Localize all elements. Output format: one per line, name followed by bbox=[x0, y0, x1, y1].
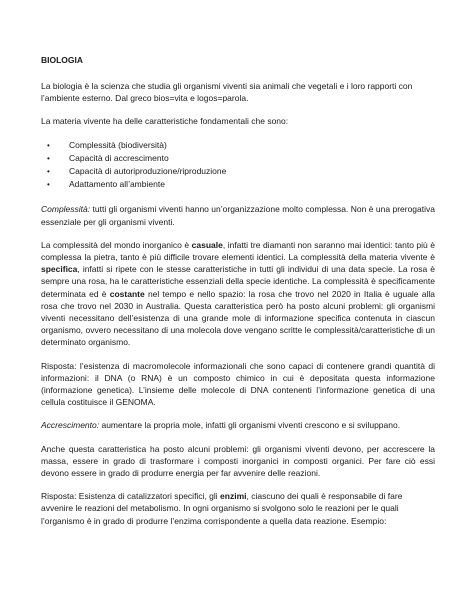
keyword-casuale: casuale bbox=[191, 239, 223, 250]
inorganico-text-1: La complessità del mondo inorganico è bbox=[41, 239, 192, 250]
complessita-paragraph bbox=[41, 203, 435, 227]
complessita-text: tutti gli organismi viventi hanno un’organizzazione molto complessa. Non è una prerogativa essenziale per gli organismi viventi. bbox=[41, 204, 435, 227]
intro-paragraph: La biologia è la scienza che studia gli organismi viventi sia animali che vegetali e i loro rapporti con l’ambiente esterno. Dal greco bios=vita e logos=parola. bbox=[41, 81, 413, 104]
bullet-icon: • bbox=[47, 167, 50, 177]
list-item-text: Complessità (biodiversità) bbox=[69, 139, 167, 150]
bullet-icon: • bbox=[47, 153, 50, 163]
list-item-text: Capacità di autoriproduzione/riproduzione bbox=[69, 166, 227, 177]
keyword-costante: costante bbox=[109, 288, 145, 299]
document-title: BIOLOGIA bbox=[41, 55, 84, 65]
list-item bbox=[41, 165, 435, 178]
inorganico-text-4: nel tempo e nello spazio: la rosa che trovo nel 2020 in Italia è uguale alla rosa che trovo nel 2030 in Australia. Questa caratteristica però ha posto alcuni problemi: gli organismi viventi necessitano dell’esistenza di una grande mole di informazione specifica contenuta in ciascun organismo, ovvero necessitano di una molecola dove vengano scritte le complessità/caratteristiche di un determinato organismo. bbox=[41, 288, 435, 348]
characteristics-intro: La materia vivente ha delle caratteristiche fondamentali che sono: bbox=[41, 116, 289, 127]
list-item-text: Capacità di accrescimento bbox=[69, 152, 169, 163]
accrescimento-paragraph bbox=[41, 419, 435, 431]
characteristics-list bbox=[41, 139, 435, 192]
enzimi-text-2: , ciascuno dei quali è responsabile di fare avvenire le reazioni del metabolismo. In ogni organismo si svolgono solo le reazioni per le quali l’organismo è in grado di produrre l’enzima corrispondente a quella data reazione. Esempio: bbox=[41, 491, 403, 526]
inorganico-text-3: , infatti si ripete con le stesse caratteristiche in tutti gli individui di una data specie. La rosa è sempre una rosa, ha le caratteristiche essenziali della specie identiche. La complessità è specificamente determinata ed è bbox=[41, 264, 435, 299]
accrescimento-term: Accrescimento: bbox=[41, 420, 100, 431]
risposta-enzimi-paragraph bbox=[41, 490, 435, 527]
bullet-icon: • bbox=[47, 180, 50, 190]
risposta-genoma-paragraph: Risposta: l’esistenza di macromolecole informazionali che sono capaci di contenere grandi quantità di informazioni: il DNA (o RNA) è un composto chimico in cui è depositata questa informazione (informazione genetica). L’insieme delle molecole di DNA contenenti l’informazione genetica di una cellula costituisce il GENOMA. bbox=[41, 360, 435, 408]
inorganico-paragraph bbox=[41, 239, 435, 349]
keyword-enzimi: enzimi bbox=[220, 491, 247, 502]
problemi-paragraph: Anche questa caratteristica ha posto alcuni problemi: gli organismi viventi devono, per accrescere la massa, essere in grado di trasformare i composti inorganici in composti organici. Per fare ciò essi devono essere in grado di produrre energia per far avvenire delle reazioni. bbox=[41, 443, 435, 479]
list-item bbox=[41, 178, 435, 191]
enzimi-text-1: Risposta: Esistenza di catalizzatori specifici, gli bbox=[41, 491, 221, 502]
inorganico-text-2: , infatti tre diamanti non saranno mai identici: tanto più è complessa la pietra, tanto è più difficile trovare elementi identici. La complessità della materia vivente è bbox=[41, 239, 435, 263]
list-item-text: Adattamento all’ambiente bbox=[69, 179, 165, 190]
keyword-specifica: specifica bbox=[41, 264, 78, 275]
list-item bbox=[41, 152, 435, 165]
document-page bbox=[41, 54, 435, 538]
list-item bbox=[41, 139, 435, 152]
bullet-icon: • bbox=[47, 140, 50, 150]
complessita-term: Complessità: bbox=[41, 204, 91, 215]
accrescimento-text: aumentare la propria mole, infatti gli organismi viventi crescono e si sviluppano. bbox=[99, 420, 401, 431]
